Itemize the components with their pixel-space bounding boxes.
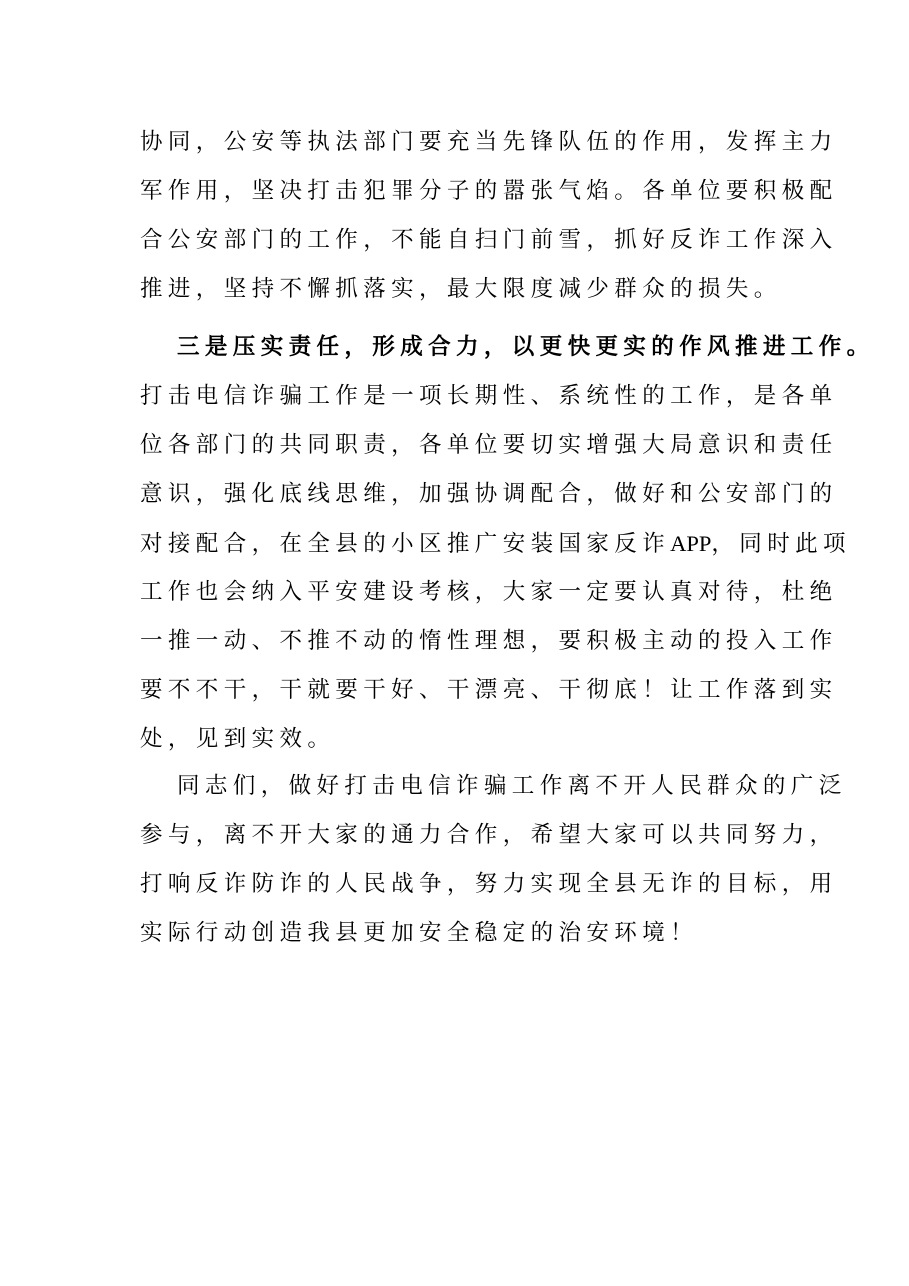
- paragraph-3: [140, 762, 847, 958]
- text-line: 协同，公安等执法部门要充当先锋队伍的作用，发挥主力: [140, 129, 838, 155]
- text-line: 同志们，做好打击电信诈骗工作离不开人民群众的广泛: [177, 773, 847, 799]
- text-line: 打击电信诈骗工作是一项长期性、系统性的工作，是各单: [140, 383, 838, 409]
- text-line: 推进，坚持不懈抓落实，最大限度减少群众的损失。: [140, 276, 782, 302]
- text-segment: 对接配合，在全县的小区推广安装国家反诈: [140, 531, 671, 557]
- app-acronym: APP: [670, 531, 712, 556]
- paragraph-2: [140, 323, 875, 764]
- text-line: 一推一动、不推不动的惰性理想，要积极主动的投入工作: [140, 628, 838, 654]
- paragraph-1: [140, 118, 838, 314]
- text-line: 处，见到实效。: [140, 726, 336, 752]
- text-line: [140, 519, 851, 568]
- section-heading: 三是压实责任，形成合力，以更快更实的作风推进工作。: [177, 334, 875, 360]
- text-line: 参与，离不开大家的通力合作，希望大家可以共同努力，: [140, 822, 838, 848]
- text-line: 军作用，坚决打击犯罪分子的嚣张气焰。各单位要积极配: [140, 178, 838, 204]
- text-line: 意识，强化底线思维，加强协调配合，做好和公安部门的: [140, 481, 838, 507]
- text-line: 实际行动创造我县更加安全稳定的治安环境！: [140, 920, 699, 946]
- text-line: 工作也会纳入平安建设考核，大家一定要认真对待，杜绝: [140, 579, 838, 605]
- text-line: 打响反诈防诈的人民战争，努力实现全县无诈的目标，用: [140, 871, 838, 897]
- text-line: 位各部门的共同职责，各单位要切实增强大局意识和责任: [140, 432, 838, 458]
- text-line: 要不不干，干就要干好、干漂亮、干彻底！让工作落到实: [140, 677, 838, 703]
- text-line: 合公安部门的工作，不能自扫门前雪，抓好反诈工作深入: [140, 227, 838, 253]
- text-segment: ，同时此项: [711, 531, 851, 557]
